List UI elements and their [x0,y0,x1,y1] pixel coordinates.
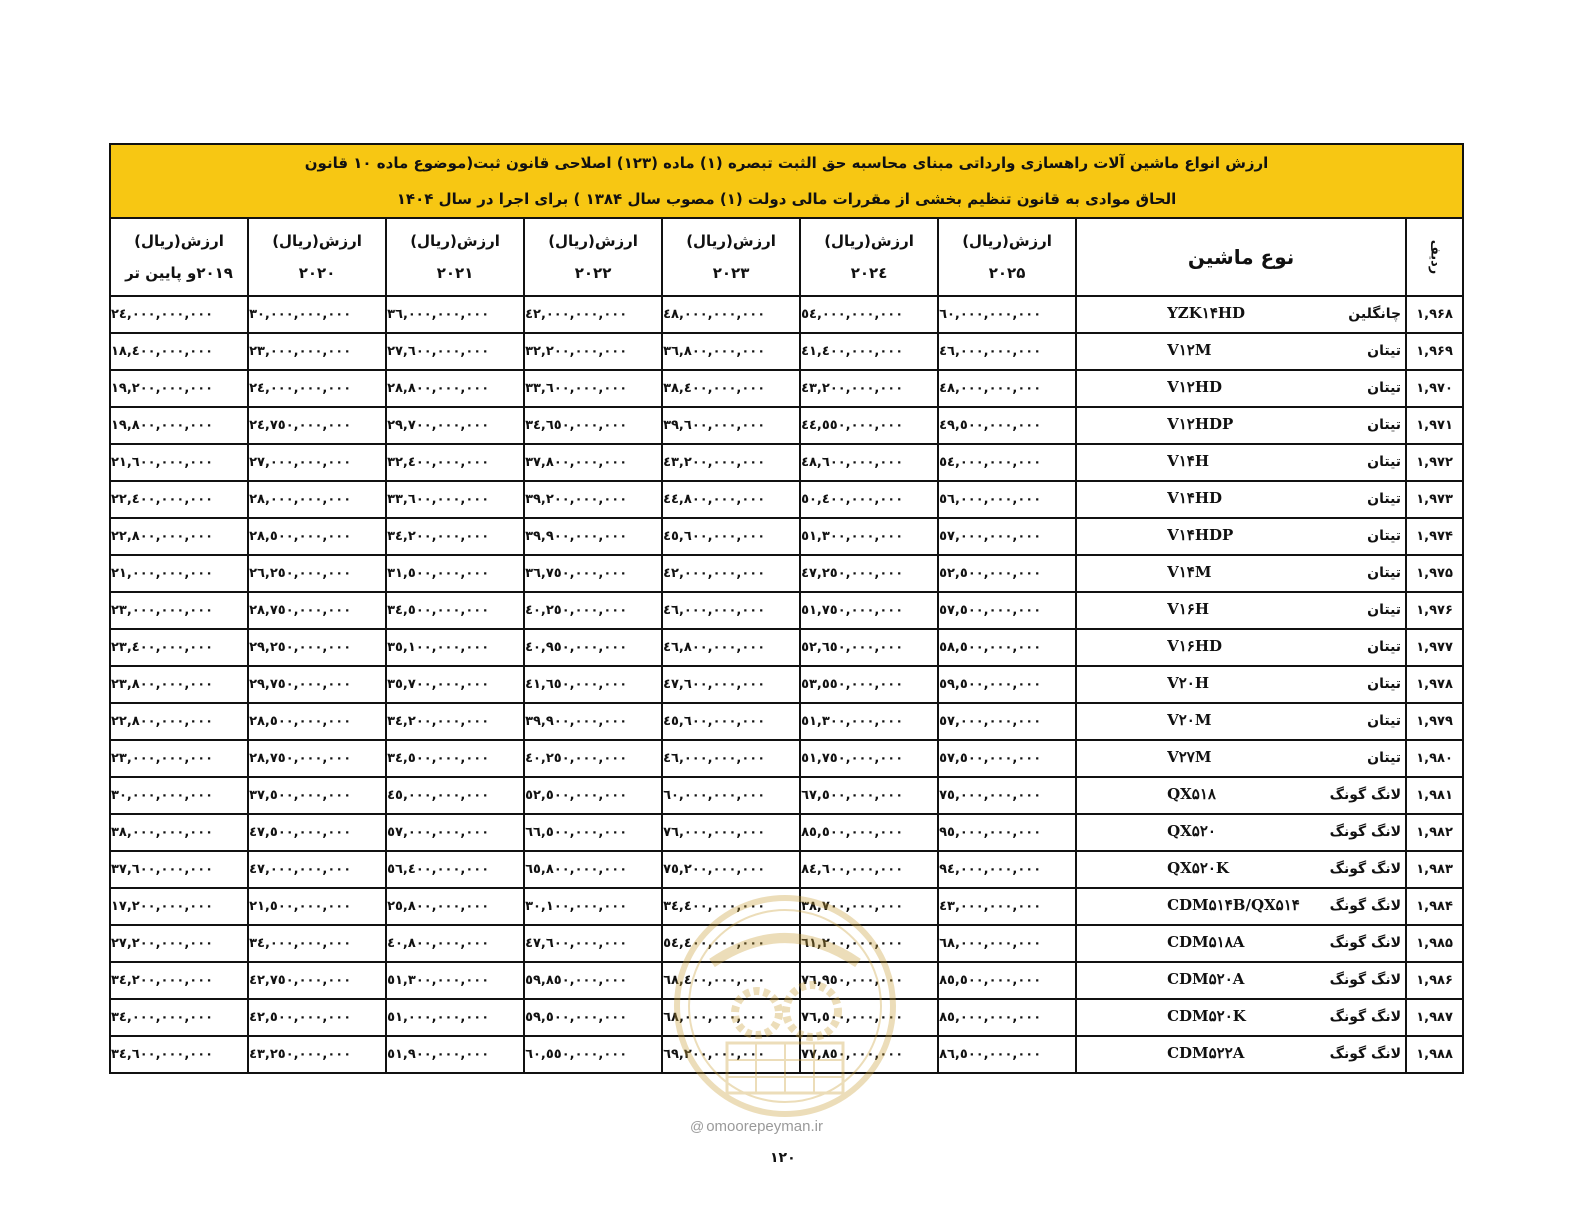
header-value-4 [386,218,524,296]
value-cell: ٤٢,٥۰۰,۰۰۰,۰۰۰ [248,999,386,1036]
row-index: ۱,۹۸۱ [1406,777,1463,814]
value-cell: ٤٦,۰۰۰,۰۰۰,۰۰۰ [938,333,1076,370]
machine-type-cell [1076,962,1406,999]
value-cell: ٣٢,٤۰۰,۰۰۰,۰۰۰ [386,444,524,481]
value-cell: ٦٨,۰۰۰,۰۰۰,۰۰۰ [662,999,800,1036]
header-value-label: ارزش(ریال) [686,232,776,250]
value-cell: ٧٦,٩٥۰,۰۰۰,۰۰۰ [800,962,938,999]
value-cell: ٤٣,٢۰۰,۰۰۰,۰۰۰ [662,444,800,481]
value-cell: ٥٦,٤۰۰,۰۰۰,۰۰۰ [386,851,524,888]
table-row [110,703,1463,740]
machine-brand: تیتان [1367,713,1402,729]
value-cell: ٣٤,۰۰۰,۰۰۰,۰۰۰ [248,925,386,962]
value-cell: ٥٢,٥۰۰,۰۰۰,۰۰۰ [938,555,1076,592]
value-cell: ٥٤,٤۰۰,۰۰۰,۰۰۰ [662,925,800,962]
value-cell: ٤١,٦٥۰,۰۰۰,۰۰۰ [524,666,662,703]
value-cell: ٢٩,٧٥۰,۰۰۰,۰۰۰ [248,666,386,703]
table-row [110,814,1463,851]
value-cell: ٣٤,٦٥۰,۰۰۰,۰۰۰ [524,407,662,444]
value-cell: ٤٢,٧٥۰,۰۰۰,۰۰۰ [248,962,386,999]
row-index: ۱,۹۸۳ [1406,851,1463,888]
machine-brand: تیتان [1367,528,1402,544]
value-cell: ٣٤,٤۰۰,۰۰۰,۰۰۰ [662,888,800,925]
value-cell: ٢٨,٧٥۰,۰۰۰,۰۰۰ [248,740,386,777]
machine-brand: تیتان [1367,380,1402,396]
machine-type-cell [1076,555,1406,592]
machine-type-cell [1076,851,1406,888]
table-row [110,999,1463,1036]
value-cell: ٥٩,٥۰۰,۰۰۰,۰۰۰ [938,666,1076,703]
value-cell: ٣٤,٢۰۰,۰۰۰,۰۰۰ [110,962,248,999]
value-cell: ٤٨,۰۰۰,۰۰۰,۰۰۰ [938,370,1076,407]
column-header-row [110,218,1463,296]
table-row [110,925,1463,962]
machine-type-cell [1076,592,1406,629]
value-cell: ٤٢,۰۰۰,۰۰۰,۰۰۰ [524,296,662,333]
machine-type-cell [1076,444,1406,481]
value-cell: ٢٤,۰۰۰,۰۰۰,۰۰۰ [110,296,248,333]
table-title [110,144,1463,218]
row-index: ۱,۹۸۴ [1406,888,1463,925]
value-cell: ٤٤,٥٥۰,۰۰۰,۰۰۰ [800,407,938,444]
header-value-label: ارزش(ریال) [272,232,362,250]
header-value-label: ارزش(ریال) [962,232,1052,250]
value-cell: ٣٦,٨۰۰,۰۰۰,۰۰۰ [662,333,800,370]
value-cell: ٣٣,٦۰۰,۰۰۰,۰۰۰ [524,370,662,407]
value-cell: ٤٧,٦۰۰,۰۰۰,۰۰۰ [524,925,662,962]
value-cell: ٢٢,٨۰۰,۰۰۰,۰۰۰ [110,518,248,555]
value-cell: ٤٤,٨۰۰,۰۰۰,۰۰۰ [662,481,800,518]
table-row [110,333,1463,370]
header-year: ۲۰۲۳ [712,264,750,282]
machine-model: V۱۴H [1167,452,1209,470]
header-year: ۲۰۲۱ [436,264,474,282]
value-cell: ٢٧,۰۰۰,۰۰۰,۰۰۰ [248,444,386,481]
value-cell: ٧٦,۰۰۰,۰۰۰,۰۰۰ [662,814,800,851]
row-index: ۱,۹۸۲ [1406,814,1463,851]
machine-type-cell [1076,777,1406,814]
value-cell: ٤٧,٢٥۰,۰۰۰,۰۰۰ [800,555,938,592]
value-cell: ٣٤,٢۰۰,۰۰۰,۰۰۰ [386,518,524,555]
machine-brand: تیتان [1367,676,1402,692]
value-cell: ٥٤,۰۰۰,۰۰۰,۰۰۰ [938,444,1076,481]
value-cell: ٥٤,۰۰۰,۰۰۰,۰۰۰ [800,296,938,333]
value-cell: ٤۰,٨۰۰,۰۰۰,۰۰۰ [386,925,524,962]
machine-type-cell [1076,814,1406,851]
machine-model: V۲۰H [1167,674,1209,692]
row-index: ۱,۹۷۴ [1406,518,1463,555]
row-index: ۱,۹۷۲ [1406,444,1463,481]
value-cell: ٣٤,۰۰۰,۰۰۰,۰۰۰ [110,999,248,1036]
title-line-2: الحاق موادی به قانون تنظیم بخشی از مقررات مالی دولت (۱) مصوب سال ۱۳۸۴ ) برای اجرا در سال ۱۴۰۴ [396,190,1177,208]
value-cell: ٦٦,٥۰۰,۰۰۰,۰۰۰ [524,814,662,851]
value-cell: ٤٥,٦۰۰,۰۰۰,۰۰۰ [662,703,800,740]
value-cell: ٦۰,۰۰۰,۰۰۰,۰۰۰ [938,296,1076,333]
value-cell: ٢٨,٥۰۰,۰۰۰,۰۰۰ [248,518,386,555]
value-cell: ٥٩,٥۰۰,۰۰۰,۰۰۰ [524,999,662,1036]
row-index: ۱,۹۷۵ [1406,555,1463,592]
value-cell: ٢١,٦۰۰,۰۰۰,۰۰۰ [110,444,248,481]
value-cell: ٢٧,٢۰۰,۰۰۰,۰۰۰ [110,925,248,962]
machine-brand: تیتان [1367,343,1402,359]
machine-model: CDM۵۲۰K [1167,1007,1246,1025]
machine-type-cell [1076,629,1406,666]
machine-model: V۱۲M [1167,341,1212,359]
value-cell: ٤٧,۰۰۰,۰۰۰,۰۰۰ [248,851,386,888]
table-row [110,407,1463,444]
value-cell: ٣١,٥۰۰,۰۰۰,۰۰۰ [386,555,524,592]
value-cell: ٥٧,٥۰۰,۰۰۰,۰۰۰ [938,592,1076,629]
value-cell: ٢٧,٦۰۰,۰۰۰,۰۰۰ [386,333,524,370]
value-cell: ٤٩,٥۰۰,۰۰۰,۰۰۰ [938,407,1076,444]
value-cell: ٨٥,٥۰۰,۰۰۰,۰۰۰ [938,962,1076,999]
machine-model: V۱۴HD [1167,489,1222,507]
machine-brand: لانگ گونگ [1329,935,1402,951]
machine-model: V۱۲HDP [1167,415,1234,433]
row-index: ۱,۹۸۷ [1406,999,1463,1036]
value-cell: ٧٥,٢۰۰,۰۰۰,۰۰۰ [662,851,800,888]
header-value-label: ارزش(ریال) [824,232,914,250]
header-value-2 [662,218,800,296]
value-cell: ٥٧,۰۰۰,۰۰۰,۰۰۰ [386,814,524,851]
machine-model: V۱۲HD [1167,378,1222,396]
header-value-label: ارزش(ریال) [410,232,500,250]
value-cell: ٥٩,٨٥۰,۰۰۰,۰۰۰ [524,962,662,999]
value-cell: ٥٢,٥۰۰,۰۰۰,۰۰۰ [524,777,662,814]
machine-model: V۲۷M [1167,748,1212,766]
value-cell: ٣۰,۰۰۰,۰۰۰,۰۰۰ [248,296,386,333]
value-cell: ٥١,٧٥۰,۰۰۰,۰۰۰ [800,592,938,629]
machine-model: CDM۵۱۴B/QX۵۱۴ [1167,896,1300,914]
value-cell: ٦٩,٢۰۰,۰۰۰,۰۰۰ [662,1036,800,1073]
table-row [110,444,1463,481]
value-cell: ٤٣,٢۰۰,۰۰۰,۰۰۰ [800,370,938,407]
machine-type-cell [1076,925,1406,962]
value-cell: ٣۰,١۰۰,۰۰۰,۰۰۰ [524,888,662,925]
value-cell: ٢٣,۰۰۰,۰۰۰,۰۰۰ [110,740,248,777]
value-cell: ٧٧,٨٥۰,۰۰۰,۰۰۰ [800,1036,938,1073]
value-cell: ٦٨,٤۰۰,۰۰۰,۰۰۰ [662,962,800,999]
header-value-5 [248,218,386,296]
row-index: ۱,۹۷۸ [1406,666,1463,703]
row-index: ۱,۹۶۹ [1406,333,1463,370]
table-row [110,777,1463,814]
row-index: ۱,۹۷۹ [1406,703,1463,740]
machine-brand: لانگ گونگ [1329,972,1402,988]
value-cell: ٣٩,٩۰۰,۰۰۰,۰۰۰ [524,518,662,555]
machine-brand: لانگ گونگ [1329,824,1402,840]
value-cell: ٩٥,۰۰۰,۰۰۰,۰۰۰ [938,814,1076,851]
value-cell: ٣٤,٥۰۰,۰۰۰,۰۰۰ [386,592,524,629]
value-cell: ٢٨,۰۰۰,۰۰۰,۰۰۰ [248,481,386,518]
value-cell: ٤٨,٦۰۰,۰۰۰,۰۰۰ [800,444,938,481]
machine-model: V۱۶H [1167,600,1209,618]
value-cell: ٩٤,۰۰۰,۰۰۰,۰۰۰ [938,851,1076,888]
value-cell: ٥١,۰۰۰,۰۰۰,۰۰۰ [386,999,524,1036]
row-index: ۱,۹۷۱ [1406,407,1463,444]
value-cell: ١٨,٤۰۰,۰۰۰,۰۰۰ [110,333,248,370]
value-cell: ٣٣,٦۰۰,۰۰۰,۰۰۰ [386,481,524,518]
value-cell: ٥٧,۰۰۰,۰۰۰,۰۰۰ [938,703,1076,740]
value-cell: ٥١,٣۰۰,۰۰۰,۰۰۰ [800,518,938,555]
value-cell: ٢٨,٥۰۰,۰۰۰,۰۰۰ [248,703,386,740]
value-cell: ٦٧,٥۰۰,۰۰۰,۰۰۰ [800,777,938,814]
value-cell: ٣٢,٢۰۰,۰۰۰,۰۰۰ [524,333,662,370]
value-cell: ٣٥,١۰۰,۰۰۰,۰۰۰ [386,629,524,666]
table-row [110,851,1463,888]
value-cell: ٢٥,٨۰۰,۰۰۰,۰۰۰ [386,888,524,925]
table-row [110,888,1463,925]
machine-type-cell [1076,296,1406,333]
site-url: omoorepeyman.ir [706,1118,823,1135]
value-cell: ٨٥,۰۰۰,۰۰۰,۰۰۰ [938,999,1076,1036]
value-cell: ٥٨,٥۰۰,۰۰۰,۰۰۰ [938,629,1076,666]
machine-brand: تیتان [1367,454,1402,470]
table-row [110,555,1463,592]
value-cell: ١٩,٢۰۰,۰۰۰,۰۰۰ [110,370,248,407]
value-cell: ٦٥,٨۰۰,۰۰۰,۰۰۰ [524,851,662,888]
row-index: ۱,۹۷۷ [1406,629,1463,666]
value-cell: ٢٤,٧٥۰,۰۰۰,۰۰۰ [248,407,386,444]
table-row [110,296,1463,333]
machine-brand: تیتان [1367,639,1402,655]
table-row [110,481,1463,518]
site-watermark [690,1118,823,1135]
value-cell: ٥٦,۰۰۰,۰۰۰,۰۰۰ [938,481,1076,518]
header-value-3 [524,218,662,296]
value-cell: ٣٤,٥۰۰,۰۰۰,۰۰۰ [386,740,524,777]
header-index: ردیف [1406,218,1463,296]
at-sign-icon: @ [690,1118,705,1134]
value-cell: ٣۰,۰۰۰,۰۰۰,۰۰۰ [110,777,248,814]
header-year: ۲۰۲۵ [988,264,1026,282]
machine-type-cell [1076,481,1406,518]
machine-model: YZK۱۴HD [1167,304,1246,322]
machine-type-cell [1076,518,1406,555]
value-cell: ٤٧,٦۰۰,۰۰۰,۰۰۰ [662,666,800,703]
machine-brand: تیتان [1367,417,1402,433]
value-cell: ٣٩,٩۰۰,۰۰۰,۰۰۰ [524,703,662,740]
header-year: ۲۰۲۰ [298,264,336,282]
machine-brand: لانگ گونگ [1329,898,1402,914]
value-cell: ١٧,٢۰۰,۰۰۰,۰۰۰ [110,888,248,925]
value-cell: ٢٨,٧٥۰,۰۰۰,۰۰۰ [248,592,386,629]
header-year: ۲۰۱۹و پایین تر [125,264,233,282]
machine-brand: تیتان [1367,602,1402,618]
machine-model: CDM۵۲۲A [1167,1044,1245,1062]
value-cell: ٣٨,۰۰۰,۰۰۰,۰۰۰ [110,814,248,851]
row-index: ۱,۹۷۳ [1406,481,1463,518]
row-index: ۱,۹۶۸ [1406,296,1463,333]
machine-type-cell [1076,370,1406,407]
value-cell: ٥٧,٥۰۰,۰۰۰,۰۰۰ [938,740,1076,777]
machine-model: QX۵۱۸ [1167,785,1216,803]
value-cell: ٣٧,٦۰۰,۰۰۰,۰۰۰ [110,851,248,888]
value-cell: ٦۰,٥٥۰,۰۰۰,۰۰۰ [524,1036,662,1073]
row-index: ۱,۹۸۶ [1406,962,1463,999]
value-cell: ٢٢,٤۰۰,۰۰۰,۰۰۰ [110,481,248,518]
value-cell: ٣٨,٧۰۰,۰۰۰,۰۰۰ [800,888,938,925]
value-cell: ٢٤,۰۰۰,۰۰۰,۰۰۰ [248,370,386,407]
table-row [110,666,1463,703]
value-cell: ١٩,٨۰۰,۰۰۰,۰۰۰ [110,407,248,444]
header-value-label: ارزش(ریال) [548,232,638,250]
value-cell: ٢٣,٨۰۰,۰۰۰,۰۰۰ [110,666,248,703]
table-row [110,592,1463,629]
machine-brand: لانگ گونگ [1329,1046,1402,1062]
value-cell: ٦۰,۰۰۰,۰۰۰,۰۰۰ [662,777,800,814]
value-cell: ٤٢,۰۰۰,۰۰۰,۰۰۰ [662,555,800,592]
row-index: ۱,۹۸۵ [1406,925,1463,962]
machine-model: V۱۴HDP [1167,526,1234,544]
machine-model: V۱۴M [1167,563,1212,581]
value-cell: ٤۰,٩٥۰,۰۰۰,۰۰۰ [524,629,662,666]
machine-model: QX۵۲۰ [1167,822,1216,840]
value-cell: ٤۰,٢٥۰,۰۰۰,۰۰۰ [524,592,662,629]
machine-brand: تیتان [1367,491,1402,507]
value-cell: ٦١,٢۰۰,۰۰۰,۰۰۰ [800,925,938,962]
value-cell: ٤٥,٦۰۰,۰۰۰,۰۰۰ [662,518,800,555]
table-row [110,1036,1463,1073]
value-cell: ٣٩,٦۰۰,۰۰۰,۰۰۰ [662,407,800,444]
value-cell: ٨٥,٥۰۰,۰۰۰,۰۰۰ [800,814,938,851]
machine-brand: لانگ گونگ [1329,787,1402,803]
value-cell: ٥١,٣۰۰,۰۰۰,۰۰۰ [800,703,938,740]
machine-type-cell [1076,1036,1406,1073]
header-value-0 [938,218,1076,296]
value-cell: ٤٣,۰۰۰,۰۰۰,۰۰۰ [938,888,1076,925]
value-cell: ٢١,٥۰۰,۰۰۰,۰۰۰ [248,888,386,925]
value-cell: ٣٧,٨۰۰,۰۰۰,۰۰۰ [524,444,662,481]
table-row [110,962,1463,999]
table-row [110,518,1463,555]
header-machine-type: نوع ماشین [1076,218,1406,296]
value-cell: ٤۰,٢٥۰,۰۰۰,۰۰۰ [524,740,662,777]
value-cell: ٣٦,۰۰۰,۰۰۰,۰۰۰ [386,296,524,333]
machine-brand: لانگ گونگ [1329,1009,1402,1025]
value-cell: ٥٧,۰۰۰,۰۰۰,۰۰۰ [938,518,1076,555]
value-cell: ٨٤,٦۰۰,۰۰۰,۰۰۰ [800,851,938,888]
value-cell: ٥١,٧٥۰,۰۰۰,۰۰۰ [800,740,938,777]
header-year: ۲۰۲٤ [850,264,888,282]
table-row [110,740,1463,777]
value-cell: ٤٦,٨۰۰,۰۰۰,۰۰۰ [662,629,800,666]
machine-type-cell [1076,888,1406,925]
value-cell: ٢٦,٢٥۰,۰۰۰,۰۰۰ [248,555,386,592]
value-cell: ٥٢,٦٥۰,۰۰۰,۰۰۰ [800,629,938,666]
value-cell: ٢٣,٤۰۰,۰۰۰,۰۰۰ [110,629,248,666]
value-cell: ٥۰,٤۰۰,۰۰۰,۰۰۰ [800,481,938,518]
value-cell: ٢٢,٨۰۰,۰۰۰,۰۰۰ [110,703,248,740]
machine-brand: تیتان [1367,750,1402,766]
value-cell: ٢١,۰۰۰,۰۰۰,۰۰۰ [110,555,248,592]
value-cell: ٤٣,٢٥۰,۰۰۰,۰۰۰ [248,1036,386,1073]
value-cell: ٧٦,٥۰۰,۰۰۰,۰۰۰ [800,999,938,1036]
table-body [110,296,1463,1073]
machine-model: CDM۵۲۰A [1167,970,1245,988]
value-cell: ٣٩,٢۰۰,۰۰۰,۰۰۰ [524,481,662,518]
header-year: ۲۰۲۲ [574,264,612,282]
value-cell: ٣٤,٦۰۰,۰۰۰,۰۰۰ [110,1036,248,1073]
machine-model: CDM۵۱۸A [1167,933,1245,951]
machine-type-cell [1076,333,1406,370]
machine-type-cell [1076,999,1406,1036]
machine-type-cell [1076,703,1406,740]
machine-model: V۱۶HD [1167,637,1222,655]
value-cell: ٣٥,٧۰۰,۰۰۰,۰۰۰ [386,666,524,703]
machine-brand: لانگ گونگ [1329,861,1402,877]
machine-model: QX۵۲۰K [1167,859,1229,877]
machinery-value-table [109,143,1464,1074]
header-value-6 [110,218,248,296]
value-cell: ٥٣,٥٥۰,۰۰۰,۰۰۰ [800,666,938,703]
value-cell: ٢٣,۰۰۰,۰۰۰,۰۰۰ [110,592,248,629]
value-cell: ٢٣,۰۰۰,۰۰۰,۰۰۰ [248,333,386,370]
value-cell: ٤١,٤۰۰,۰۰۰,۰۰۰ [800,333,938,370]
value-cell: ٥١,٩۰۰,۰۰۰,۰۰۰ [386,1036,524,1073]
value-cell: ٤٨,۰۰۰,۰۰۰,۰۰۰ [662,296,800,333]
value-cell: ٤٧,٥۰۰,۰۰۰,۰۰۰ [248,814,386,851]
value-cell: ٥١,٣۰۰,۰۰۰,۰۰۰ [386,962,524,999]
machine-brand: چانگلین [1348,306,1402,322]
value-cell: ٢٩,٢٥۰,۰۰۰,۰۰۰ [248,629,386,666]
header-value-1 [800,218,938,296]
value-cell: ٨٦,٥۰۰,۰۰۰,۰۰۰ [938,1036,1076,1073]
machine-type-cell [1076,407,1406,444]
machine-type-cell [1076,740,1406,777]
value-cell: ٢٨,٨۰۰,۰۰۰,۰۰۰ [386,370,524,407]
page-number: ۱۲۰ [770,1150,796,1166]
value-cell: ٣٤,٢۰۰,۰۰۰,۰۰۰ [386,703,524,740]
title-line-1: ارزش انواع ماشین آلات راهسازی وارداتی مبنای محاسبه حق الثبت تبصره (۱) ماده (۱۲۳) اصلاحی قانون ثبت(موضوع ماده ۱۰ قانون [304,154,1269,172]
value-cell: ٤٥,۰۰۰,۰۰۰,۰۰۰ [386,777,524,814]
machine-type-cell [1076,666,1406,703]
header-value-label: ارزش(ریال) [134,232,224,250]
value-cell: ٢٩,٧۰۰,۰۰۰,۰۰۰ [386,407,524,444]
value-cell: ٤٦,۰۰۰,۰۰۰,۰۰۰ [662,740,800,777]
machine-brand: تیتان [1367,565,1402,581]
value-cell: ٦٨,۰۰۰,۰۰۰,۰۰۰ [938,925,1076,962]
row-index: ۱,۹۷۰ [1406,370,1463,407]
value-cell: ٤٦,۰۰۰,۰۰۰,۰۰۰ [662,592,800,629]
row-index: ۱,۹۷۶ [1406,592,1463,629]
row-index: ۱,۹۸۸ [1406,1036,1463,1073]
value-cell: ٣٧,٥۰۰,۰۰۰,۰۰۰ [248,777,386,814]
value-cell: ٣٨,٤۰۰,۰۰۰,۰۰۰ [662,370,800,407]
value-cell: ٧٥,۰۰۰,۰۰۰,۰۰۰ [938,777,1076,814]
table-row [110,370,1463,407]
machine-model: V۲۰M [1167,711,1212,729]
value-cell: ٣٦,٧٥۰,۰۰۰,۰۰۰ [524,555,662,592]
row-index: ۱,۹۸۰ [1406,740,1463,777]
table-row [110,629,1463,666]
